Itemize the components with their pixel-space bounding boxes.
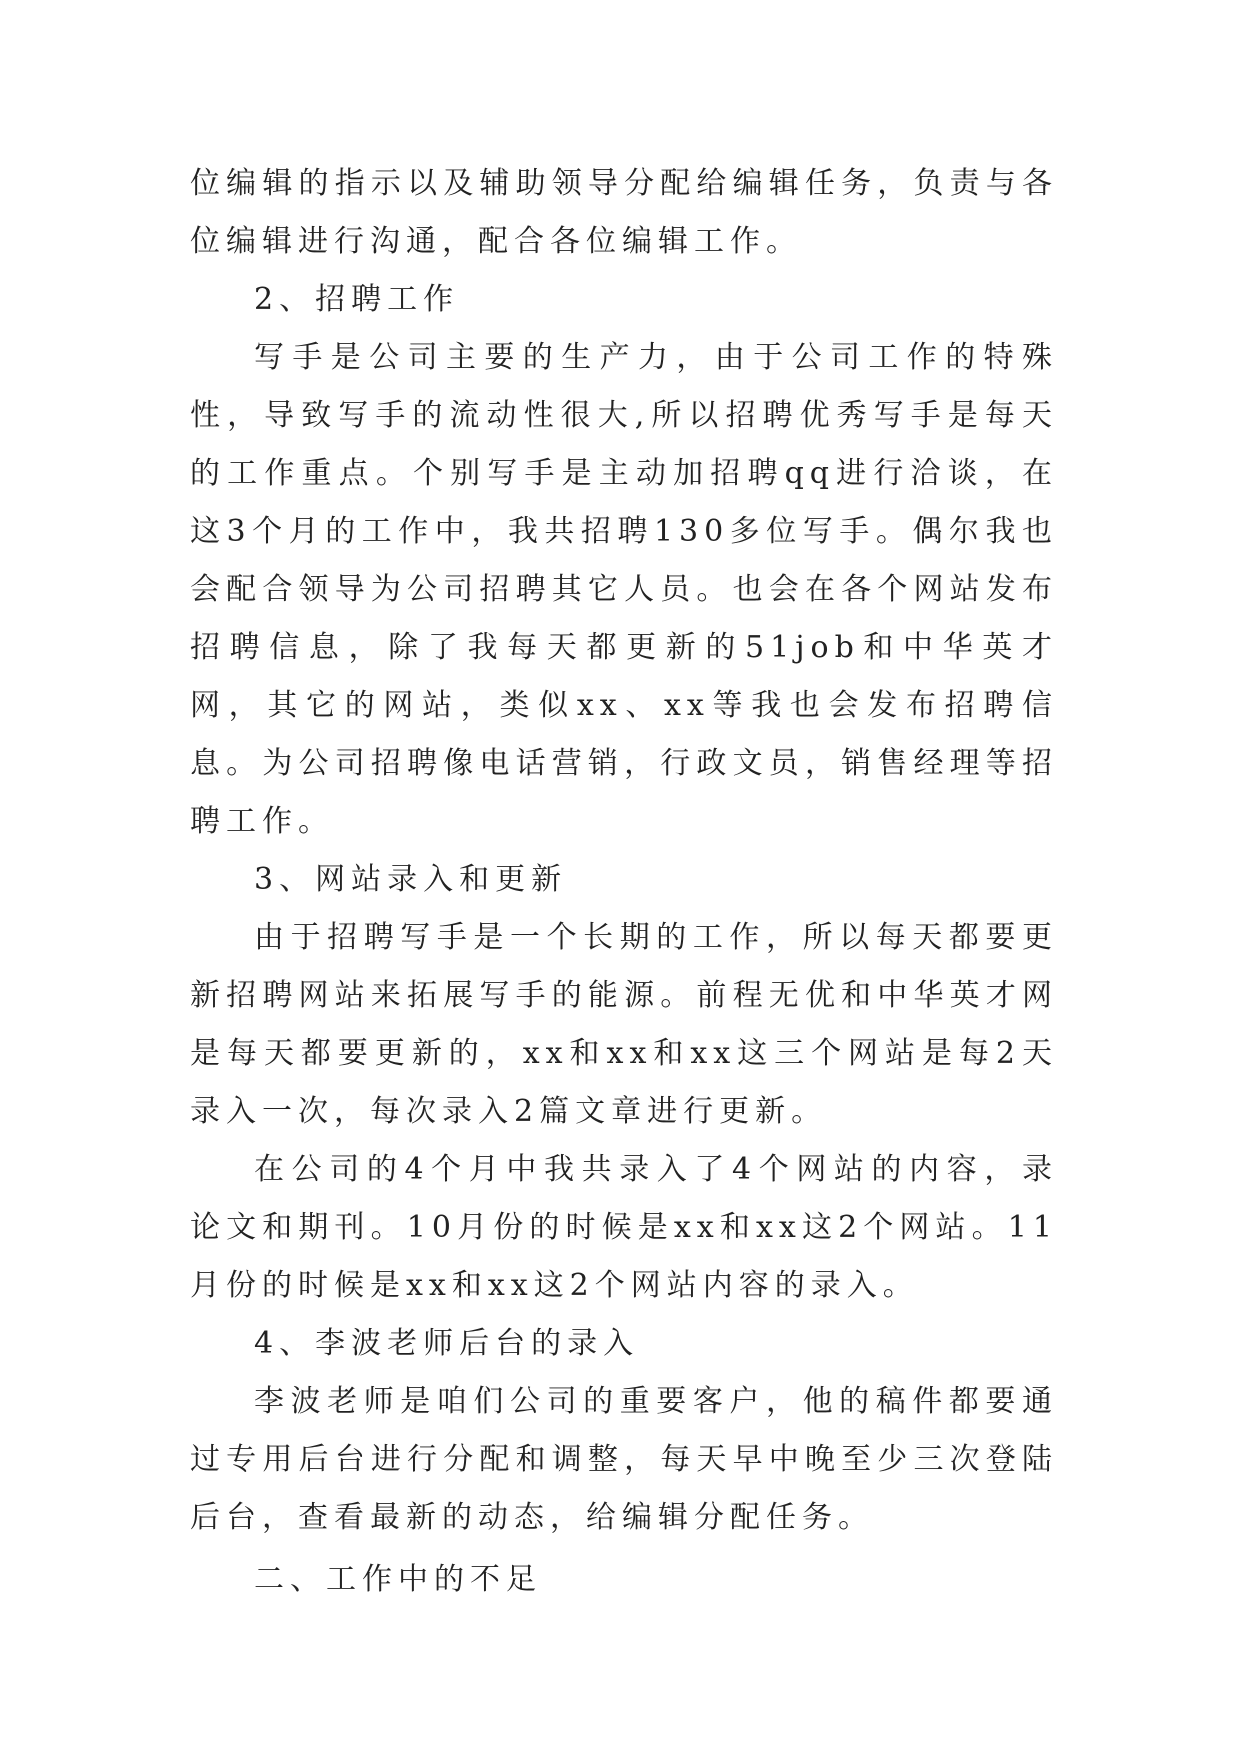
paragraph-backend: 李波老师是咱们公司的重要客户，他的稿件都要通过专用后台进行分配和调整，每天早中晚至少三次登陆后台，查看最新的动态，给编辑分配任务。 (190, 1384, 1058, 1535)
heading-recruitment: 2、招聘工作 (254, 282, 460, 317)
document-body (190, 155, 1058, 1609)
paragraph-website-count: 在公司的4个月中我共录入了4个网站的内容，录论文和期刊。10月份的时候是xx和xx这2个网站。11月份的时候是xx和xx这2个网站内容的录入。 (190, 1152, 1058, 1303)
section-heading-shortcomings: 二、工作中的不足 (254, 1562, 542, 1597)
paragraph-recruitment: 写手是公司主要的生产力，由于公司工作的特殊性，导致写手的流动性很大,所以招聘优秀写手是每天的工作重点。个别写手是主动加招聘qq进行洽谈，在这3个月的工作中，我共招聘130多位写手。偶尔我也会配合领导为公司招聘其它人员。也会在各个网站发布招聘信息，除了我每天都更新的51job和中华英才网，其它的网站，类似xx、xx等我也会发布招聘信息。为公司招聘像电话营销，行政文员，销售经理等招聘工作。 (190, 340, 1058, 839)
heading-website-entry: 3、网站录入和更新 (254, 862, 568, 897)
paragraph-website-update: 由于招聘写手是一个长期的工作，所以每天都要更新招聘网站来拓展写手的能源。前程无优和中华英才网是每天都要更新的，xx和xx和xx这三个网站是每2天录入一次，每次录入2篇文章进行更新。 (190, 920, 1058, 1129)
paragraph-continuation: 位编辑的指示以及辅助领导分配给编辑任务，负责与各位编辑进行沟通，配合各位编辑工作。 (190, 166, 1058, 259)
heading-backend-entry: 4、李波老师后台的录入 (254, 1326, 640, 1361)
